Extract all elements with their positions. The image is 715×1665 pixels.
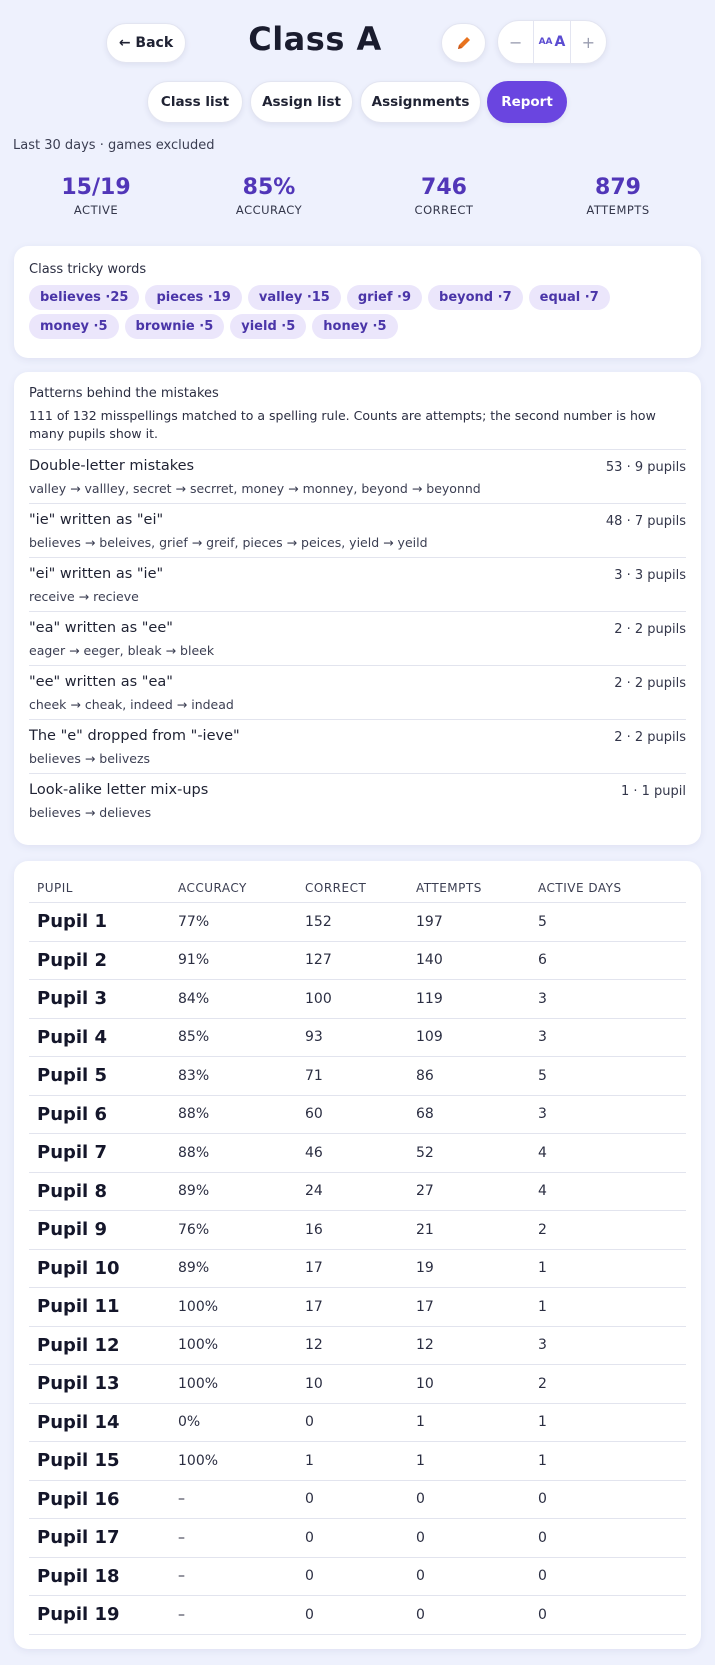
pupil-accuracy: 100% <box>178 1375 219 1392</box>
table-row[interactable] <box>29 1481 686 1520</box>
tab-assign-list[interactable]: Assign list <box>250 81 353 123</box>
pupil-name[interactable]: Pupil 13 <box>37 1373 120 1395</box>
pupil-active-days: 2 <box>538 1375 547 1392</box>
pencil-icon <box>456 35 472 51</box>
pupil-correct: 100 <box>305 990 332 1007</box>
pupil-name[interactable]: Pupil 15 <box>37 1450 120 1472</box>
pupil-accuracy: 77% <box>178 913 210 930</box>
font-large-a: A <box>554 34 566 50</box>
pupil-accuracy: 88% <box>178 1144 210 1161</box>
table-row[interactable] <box>29 980 686 1019</box>
pupil-correct: 0 <box>305 1414 314 1431</box>
table-row[interactable] <box>29 1404 686 1443</box>
pattern-examples: receive → recieve <box>29 589 139 604</box>
pupil-attempts: 68 <box>416 1106 434 1123</box>
pupil-correct: 16 <box>305 1221 323 1238</box>
pupil-active-days: 0 <box>538 1606 547 1623</box>
pattern-examples: cheek → cheak, indeed → indead <box>29 697 234 712</box>
tricky-word-chip[interactable]: honey ·5 <box>312 314 397 339</box>
tab-assignments[interactable]: Assignments <box>360 81 481 123</box>
pupil-accuracy: – <box>178 1606 185 1623</box>
pattern-name: The "e" dropped from "-ieve" <box>29 728 240 744</box>
table-row[interactable] <box>29 1173 686 1212</box>
pupil-name[interactable]: Pupil 17 <box>37 1527 120 1549</box>
pupil-attempts: 109 <box>416 1029 443 1046</box>
table-row[interactable] <box>29 1134 686 1173</box>
stat-value: 879 <box>595 175 641 200</box>
pupil-attempts: 197 <box>416 913 443 930</box>
pupil-accuracy: 76% <box>178 1221 210 1238</box>
pupil-name[interactable]: Pupil 5 <box>37 1065 108 1087</box>
pupil-correct: 152 <box>305 913 332 930</box>
tricky-word-chip[interactable]: equal ·7 <box>529 285 610 310</box>
pupil-attempts: 52 <box>416 1144 434 1161</box>
stat-value: 15/19 <box>61 175 131 200</box>
patterns-card <box>14 372 701 845</box>
tricky-word-chip[interactable]: brownie ·5 <box>125 314 225 339</box>
tricky-word-chip[interactable]: beyond ·7 <box>428 285 523 310</box>
pupil-name[interactable]: Pupil 7 <box>37 1142 108 1164</box>
pupil-attempts: 17 <box>416 1298 434 1315</box>
pattern-count: 2 · 2 pupils <box>614 622 686 637</box>
pupil-active-days: 2 <box>538 1221 547 1238</box>
pupil-accuracy: 84% <box>178 990 210 1007</box>
pupil-attempts: 0 <box>416 1568 425 1585</box>
stat-value: 746 <box>421 175 467 200</box>
header-correct: CORRECT <box>305 880 367 895</box>
table-header <box>29 873 686 903</box>
pupil-accuracy: 100% <box>178 1337 219 1354</box>
pupil-name[interactable]: Pupil 3 <box>37 988 108 1010</box>
pattern-count: 2 · 2 pupils <box>614 676 686 691</box>
pattern-examples: believes → delieves <box>29 805 152 820</box>
pattern-row <box>29 503 686 557</box>
pattern-row <box>29 611 686 665</box>
pupil-accuracy: 91% <box>178 952 210 969</box>
pupil-active-days: 5 <box>538 1067 547 1084</box>
pupil-active-days: 0 <box>538 1529 547 1546</box>
pupil-active-days: 3 <box>538 1106 547 1123</box>
tricky-words-list <box>29 285 669 339</box>
pattern-name: Look-alike letter mix-ups <box>29 782 209 798</box>
pupil-name[interactable]: Pupil 1 <box>37 911 108 933</box>
pupil-correct: 0 <box>305 1568 314 1585</box>
pupil-attempts: 27 <box>416 1183 434 1200</box>
pupil-accuracy: – <box>178 1491 185 1508</box>
report-subtitle: Last 30 days · games excluded <box>13 138 215 153</box>
pupil-active-days: 0 <box>538 1568 547 1585</box>
pattern-row <box>29 719 686 773</box>
table-row[interactable] <box>29 1057 686 1096</box>
pupil-name[interactable]: Pupil 14 <box>37 1411 120 1433</box>
pupil-name[interactable]: Pupil 6 <box>37 1103 108 1125</box>
pupil-correct: 1 <box>305 1452 314 1469</box>
pupil-accuracy: 100% <box>178 1452 219 1469</box>
pupil-active-days: 0 <box>538 1491 547 1508</box>
patterns-title: Patterns behind the mistakes <box>29 386 219 401</box>
pattern-examples: valley → vallley, secret → secrret, money → monney, beyond → beyonnd <box>29 481 481 496</box>
pupil-correct: 46 <box>305 1144 323 1161</box>
pattern-name: Double-letter mistakes <box>29 458 195 474</box>
pattern-row <box>29 557 686 611</box>
pupil-correct: 12 <box>305 1337 323 1354</box>
font-small-a: AA <box>538 37 553 47</box>
pupil-name[interactable]: Pupil 4 <box>37 1026 108 1048</box>
pattern-row <box>29 665 686 719</box>
pupil-active-days: 4 <box>538 1144 547 1161</box>
pattern-count: 2 · 2 pupils <box>614 730 686 745</box>
pupil-attempts: 1 <box>416 1414 425 1431</box>
pupil-attempts: 21 <box>416 1221 434 1238</box>
pupil-name[interactable]: Pupil 18 <box>37 1565 120 1587</box>
table-row[interactable] <box>29 1096 686 1135</box>
table-row[interactable] <box>29 1211 686 1250</box>
pupil-attempts: 86 <box>416 1067 434 1084</box>
pattern-examples: believes → beleives, grief → greif, pieces → peices, yield → yeild <box>29 535 428 550</box>
pattern-examples: believes → belivezs <box>29 751 151 766</box>
pupil-active-days: 5 <box>538 913 547 930</box>
table-row[interactable] <box>29 903 686 942</box>
pupil-active-days: 3 <box>538 1029 547 1046</box>
pupil-accuracy: 0% <box>178 1414 201 1431</box>
pattern-count: 1 · 1 pupil <box>620 784 686 799</box>
header-attempts: ATTEMPTS <box>416 880 482 895</box>
pattern-count: 48 · 7 pupils <box>605 514 686 529</box>
pupil-attempts: 0 <box>416 1491 425 1508</box>
table-row[interactable] <box>29 1327 686 1366</box>
pupil-active-days: 3 <box>538 990 547 1007</box>
pupil-correct: 17 <box>305 1298 323 1315</box>
table-row[interactable] <box>29 1288 686 1327</box>
pupil-attempts: 10 <box>416 1375 434 1392</box>
pupil-active-days: 4 <box>538 1183 547 1200</box>
pupil-correct: 10 <box>305 1375 323 1392</box>
pupil-accuracy: 100% <box>178 1298 219 1315</box>
tricky-word-chip[interactable]: grief ·9 <box>347 285 422 310</box>
pupils-table-card <box>14 861 701 1649</box>
tricky-word-chip[interactable]: yield ·5 <box>230 314 306 339</box>
top-bar <box>0 0 715 80</box>
stat-value: 85% <box>242 175 296 200</box>
pupil-correct: 60 <box>305 1106 323 1123</box>
pupil-attempts: 12 <box>416 1337 434 1354</box>
tricky-word-chip[interactable]: pieces ·19 <box>145 285 241 310</box>
pupil-active-days: 3 <box>538 1337 547 1354</box>
pupil-name[interactable]: Pupil 10 <box>37 1257 120 1279</box>
stat-correct <box>369 175 519 217</box>
tab-bar <box>0 81 715 123</box>
tab-report[interactable]: Report <box>487 81 567 123</box>
pupil-accuracy: – <box>178 1568 185 1585</box>
pattern-examples: eager → eeger, bleak → bleek <box>29 643 215 658</box>
pupil-accuracy: 83% <box>178 1067 210 1084</box>
pupil-name[interactable]: Pupil 8 <box>37 1180 108 1202</box>
font-size-control <box>497 20 607 64</box>
pupil-attempts: 119 <box>416 990 443 1007</box>
pupil-correct: 0 <box>305 1606 314 1623</box>
table-row[interactable] <box>29 1442 686 1481</box>
pupil-accuracy: 89% <box>178 1260 210 1277</box>
edit-button[interactable] <box>441 23 486 63</box>
header-pupil: PUPIL <box>37 880 73 895</box>
pupils-table <box>29 873 686 1635</box>
table-row[interactable] <box>29 1365 686 1404</box>
pupil-active-days: 1 <box>538 1452 547 1469</box>
pupil-correct: 0 <box>305 1529 314 1546</box>
font-size-indicator <box>533 21 570 63</box>
pattern-row <box>29 449 686 503</box>
tricky-word-chip[interactable]: valley ·15 <box>248 285 341 310</box>
stat-accuracy <box>194 175 344 217</box>
pupil-attempts: 0 <box>416 1529 425 1546</box>
pupil-active-days: 1 <box>538 1414 547 1431</box>
pattern-name: "ee" written as "ea" <box>29 674 173 690</box>
pupil-correct: 71 <box>305 1067 323 1084</box>
table-row[interactable] <box>29 1019 686 1058</box>
pupil-attempts: 0 <box>416 1606 425 1623</box>
stat-label: ACCURACY <box>235 203 303 217</box>
font-increase-button[interactable]: + <box>581 32 596 52</box>
pupil-active-days: 6 <box>538 952 547 969</box>
pattern-count: 53 · 9 pupils <box>605 460 686 475</box>
table-row[interactable] <box>29 1558 686 1597</box>
pupil-attempts: 140 <box>416 952 443 969</box>
pattern-count: 3 · 3 pupils <box>614 568 686 583</box>
pattern-name: "ea" written as "ee" <box>29 620 173 636</box>
stat-label: CORRECT <box>414 203 474 217</box>
pupil-correct: 0 <box>305 1491 314 1508</box>
table-row[interactable] <box>29 1596 686 1635</box>
pupil-correct: 93 <box>305 1029 323 1046</box>
pupil-accuracy: 89% <box>178 1183 210 1200</box>
header-active-days: ACTIVE DAYS <box>538 880 622 895</box>
page-title: Class A <box>248 20 382 58</box>
patterns-description: 111 of 132 misspellings matched to a spelling rule. Counts are attempts; the second number is how many pupils show it. <box>29 408 656 441</box>
pattern-name: "ie" written as "ei" <box>29 512 164 528</box>
pupil-accuracy: – <box>178 1529 185 1546</box>
pupil-accuracy: 88% <box>178 1106 210 1123</box>
pupil-correct: 24 <box>305 1183 323 1200</box>
tricky-word-chip[interactable]: money ·5 <box>29 314 119 339</box>
tricky-words-title: Class tricky words <box>29 262 147 277</box>
font-decrease-button[interactable]: − <box>508 32 523 52</box>
pupil-attempts: 1 <box>416 1452 425 1469</box>
stat-active <box>21 175 171 217</box>
pupil-active-days: 1 <box>538 1260 547 1277</box>
pupil-attempts: 19 <box>416 1260 434 1277</box>
stat-label: ATTEMPTS <box>586 203 650 217</box>
tricky-words-card <box>14 246 701 358</box>
stat-label: ACTIVE <box>73 203 119 217</box>
stats-row <box>0 175 715 225</box>
table-row[interactable] <box>29 942 686 981</box>
table-body <box>29 903 686 1635</box>
back-button[interactable]: ← Back <box>106 23 186 63</box>
stat-attempts <box>543 175 693 217</box>
table-row[interactable] <box>29 1519 686 1558</box>
tab-class-list[interactable]: Class list <box>147 81 243 123</box>
pupil-name[interactable]: Pupil 9 <box>37 1219 108 1241</box>
patterns-list <box>29 449 686 827</box>
pupil-correct: 127 <box>305 952 332 969</box>
pupil-name[interactable]: Pupil 16 <box>37 1488 120 1510</box>
pupil-name[interactable]: Pupil 19 <box>37 1604 120 1626</box>
tricky-word-chip[interactable]: believes ·25 <box>29 285 139 310</box>
header-accuracy: ACCURACY <box>178 880 247 895</box>
pupil-correct: 17 <box>305 1260 323 1277</box>
pupil-name[interactable]: Pupil 12 <box>37 1334 120 1356</box>
pattern-row <box>29 773 686 827</box>
pupil-active-days: 1 <box>538 1298 547 1315</box>
pupil-name[interactable]: Pupil 11 <box>37 1296 120 1318</box>
table-row[interactable] <box>29 1250 686 1289</box>
pupil-accuracy: 85% <box>178 1029 210 1046</box>
pattern-name: "ei" written as "ie" <box>29 566 164 582</box>
pupil-name[interactable]: Pupil 2 <box>37 949 108 971</box>
